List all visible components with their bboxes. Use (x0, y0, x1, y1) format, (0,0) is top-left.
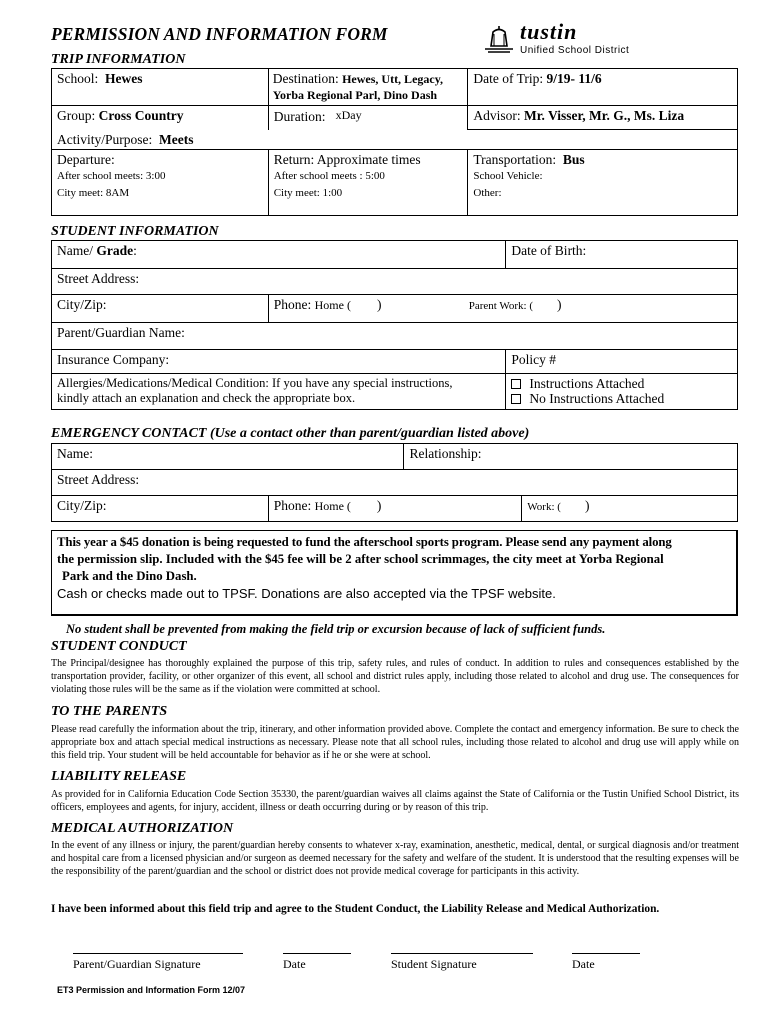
conduct-text: The Principal/designee has thoroughly explained the purpose of this trip, safety rules, and rules of conduct. In addition to rules and consequences established by the transportation provider, facility, or other organizer of this event, all school and district rules apply, including those related to alcohol and drug use. The consequences for violating those rules will be the same as if the violation were committed at school. (51, 658, 739, 695)
emergency-city-field[interactable]: City/Zip: (52, 496, 269, 522)
student-signature-line[interactable] (391, 953, 533, 954)
emergency-work-field[interactable]: Work: ( ) (522, 496, 738, 522)
return-cell[interactable]: Return: Approximate times After school meets : 5:00 City meet: 1:00 (268, 150, 468, 216)
trip-table (51, 68, 738, 216)
instructions-options (506, 374, 738, 410)
medical-heading: MEDICAL AUTHORIZATION (51, 821, 234, 836)
trip-heading: TRIP INFORMATION (51, 52, 186, 67)
parent-signature-label: Parent/Guardian Signature (73, 957, 201, 971)
departure-cell[interactable]: Departure: After school meets: 3:00 City meet: 8AM (52, 150, 269, 216)
destination-cell[interactable]: Destination: Hewes, Utt, Legacy, Yorba Regional Parl, Dino Dash (268, 69, 468, 106)
emergency-name-field[interactable]: Name: (52, 444, 404, 470)
instructions-attached-option[interactable]: Instructions Attached (511, 376, 732, 391)
no-instructions-option[interactable]: No Instructions Attached (511, 391, 732, 406)
insurance-field[interactable]: Insurance Company: (52, 350, 506, 374)
group-value: Cross Country (98, 108, 184, 123)
liability-text: As provided for in California Education Code Section 35330, the parent/guardian waives all claims against the State of California or the Tustin Unified School District, its officers, employees and agents, for injury, accident, illness or death occurring during or by reason of this trip. (51, 789, 739, 813)
date-value: 9/19- 11/6 (546, 71, 602, 86)
parent-signature-line[interactable] (73, 953, 243, 954)
date-label-2: Date (572, 957, 595, 971)
checkbox[interactable] (511, 379, 521, 389)
parents-heading: TO THE PARENTS (51, 704, 168, 719)
emergency-heading: EMERGENCY CONTACT (Use a contact other than parent/guardian listed above) (51, 426, 530, 441)
funds-note: No student shall be prevented from making the field trip or excursion because of lack of sufficient funds. (66, 622, 606, 636)
emergency-street-field[interactable]: Street Address: (52, 470, 738, 496)
donation-line-2: the permission slip. Included with the $45 fee will be 2 after school scrimmages, the city meet at Yorba Regional (57, 552, 664, 566)
date-label-1: Date (283, 957, 306, 971)
district-logo (482, 19, 672, 60)
bell-icon (482, 24, 516, 54)
student-street-field[interactable]: Street Address: (52, 269, 738, 295)
student-name-field[interactable]: Name/ Grade: (52, 241, 506, 269)
logo-wordmark: tustin (520, 19, 578, 44)
donation-notice (51, 530, 738, 616)
duration-value: xDay (335, 108, 362, 122)
agreement-statement: I have been informed about this field trip and agree to the Student Conduct, the Liability Release and Medical Authorization. (51, 903, 660, 915)
date-cell[interactable]: Date of Trip: 9/19- 11/6 (468, 69, 738, 106)
date-line-2[interactable] (572, 953, 640, 954)
school-cell[interactable]: School: Hewes (52, 69, 269, 106)
transport-value: Bus (562, 152, 585, 167)
transportation-cell[interactable]: Transportation: Bus School Vehicle: Other: (468, 150, 738, 216)
emergency-table (51, 443, 738, 522)
activity-value: Meets (159, 132, 194, 147)
guardian-name-field[interactable]: Parent/Guardian Name: (52, 323, 738, 350)
student-phone-field[interactable]: Phone: Home ( ) Parent Work: ( ) (268, 295, 737, 323)
student-table (51, 240, 738, 410)
date-line-1[interactable] (283, 953, 351, 954)
school-value: Hewes (105, 71, 143, 86)
donation-line-1: This year a $45 donation is being requested to fund the afterschool sports program. Please send any payment along (57, 535, 672, 549)
medical-text: In the event of any illness or injury, the parent/guardian hereby consents to whatever x-ray, examination, anesthetic, medical, dental, or surgical diagnosis and/or treatment and hospital care from a licensed physician and/or surgeon as deemed necessary for the safety and welfare of the student. It is understood that the resulting expenses will be the responsibility of the parent/guardian and the school or district does not provide medical coverage for participants in this activity. (51, 840, 739, 877)
advisor-value: Mr. Visser, Mr. G., Ms. Liza (524, 108, 685, 123)
student-signature-label: Student Signature (391, 957, 477, 971)
activity-cell[interactable]: Activity/Purpose: Meets (52, 130, 738, 150)
parents-text: Please read carefully the information about the trip, itinerary, and other information provided above. Complete the contact and emergency information. Be sure to check the appropriate box and attach special medical instructions as necessary. Please note that all school rules, including those related to alcohol and drug use will apply while on this field trip. Your student will be held accountable for behavior as if he or she were at school. (51, 724, 739, 761)
destination-value: Hewes, Utt, Legacy, (342, 72, 444, 86)
checkbox[interactable] (511, 394, 521, 404)
relationship-field[interactable]: Relationship: (404, 444, 738, 470)
emergency-phone-field[interactable]: Phone: Home ( ) (268, 496, 522, 522)
student-heading: STUDENT INFORMATION (51, 224, 219, 239)
form-title: PERMISSION AND INFORMATION FORM (51, 24, 388, 44)
donation-line-4: Cash or checks made out to TPSF. Donations are also accepted via the TPSF website. (57, 586, 556, 601)
group-cell[interactable]: Group: Cross Country (52, 106, 269, 130)
advisor-cell[interactable]: Advisor: Mr. Visser, Mr. G., Ms. Liza (468, 106, 738, 130)
conduct-heading: STUDENT CONDUCT (51, 639, 187, 654)
form-footer: ET3 Permission and Information Form 12/07 (57, 985, 246, 995)
allergies-field[interactable]: Allergies/Medications/Medical Condition: If you have any special instructions, kindly attach an explanation and check the appropriate box. (52, 374, 506, 410)
student-city-field[interactable]: City/Zip: (52, 295, 269, 323)
liability-heading: LIABILITY RELEASE (51, 769, 187, 784)
dob-field[interactable]: Date of Birth: (506, 241, 738, 269)
logo-subtitle: Unified School District (520, 45, 630, 56)
duration-cell[interactable]: Duration: xDay (268, 106, 468, 130)
policy-field[interactable]: Policy # (506, 350, 738, 374)
donation-line-3: Park and the Dino Dash. (62, 569, 197, 583)
